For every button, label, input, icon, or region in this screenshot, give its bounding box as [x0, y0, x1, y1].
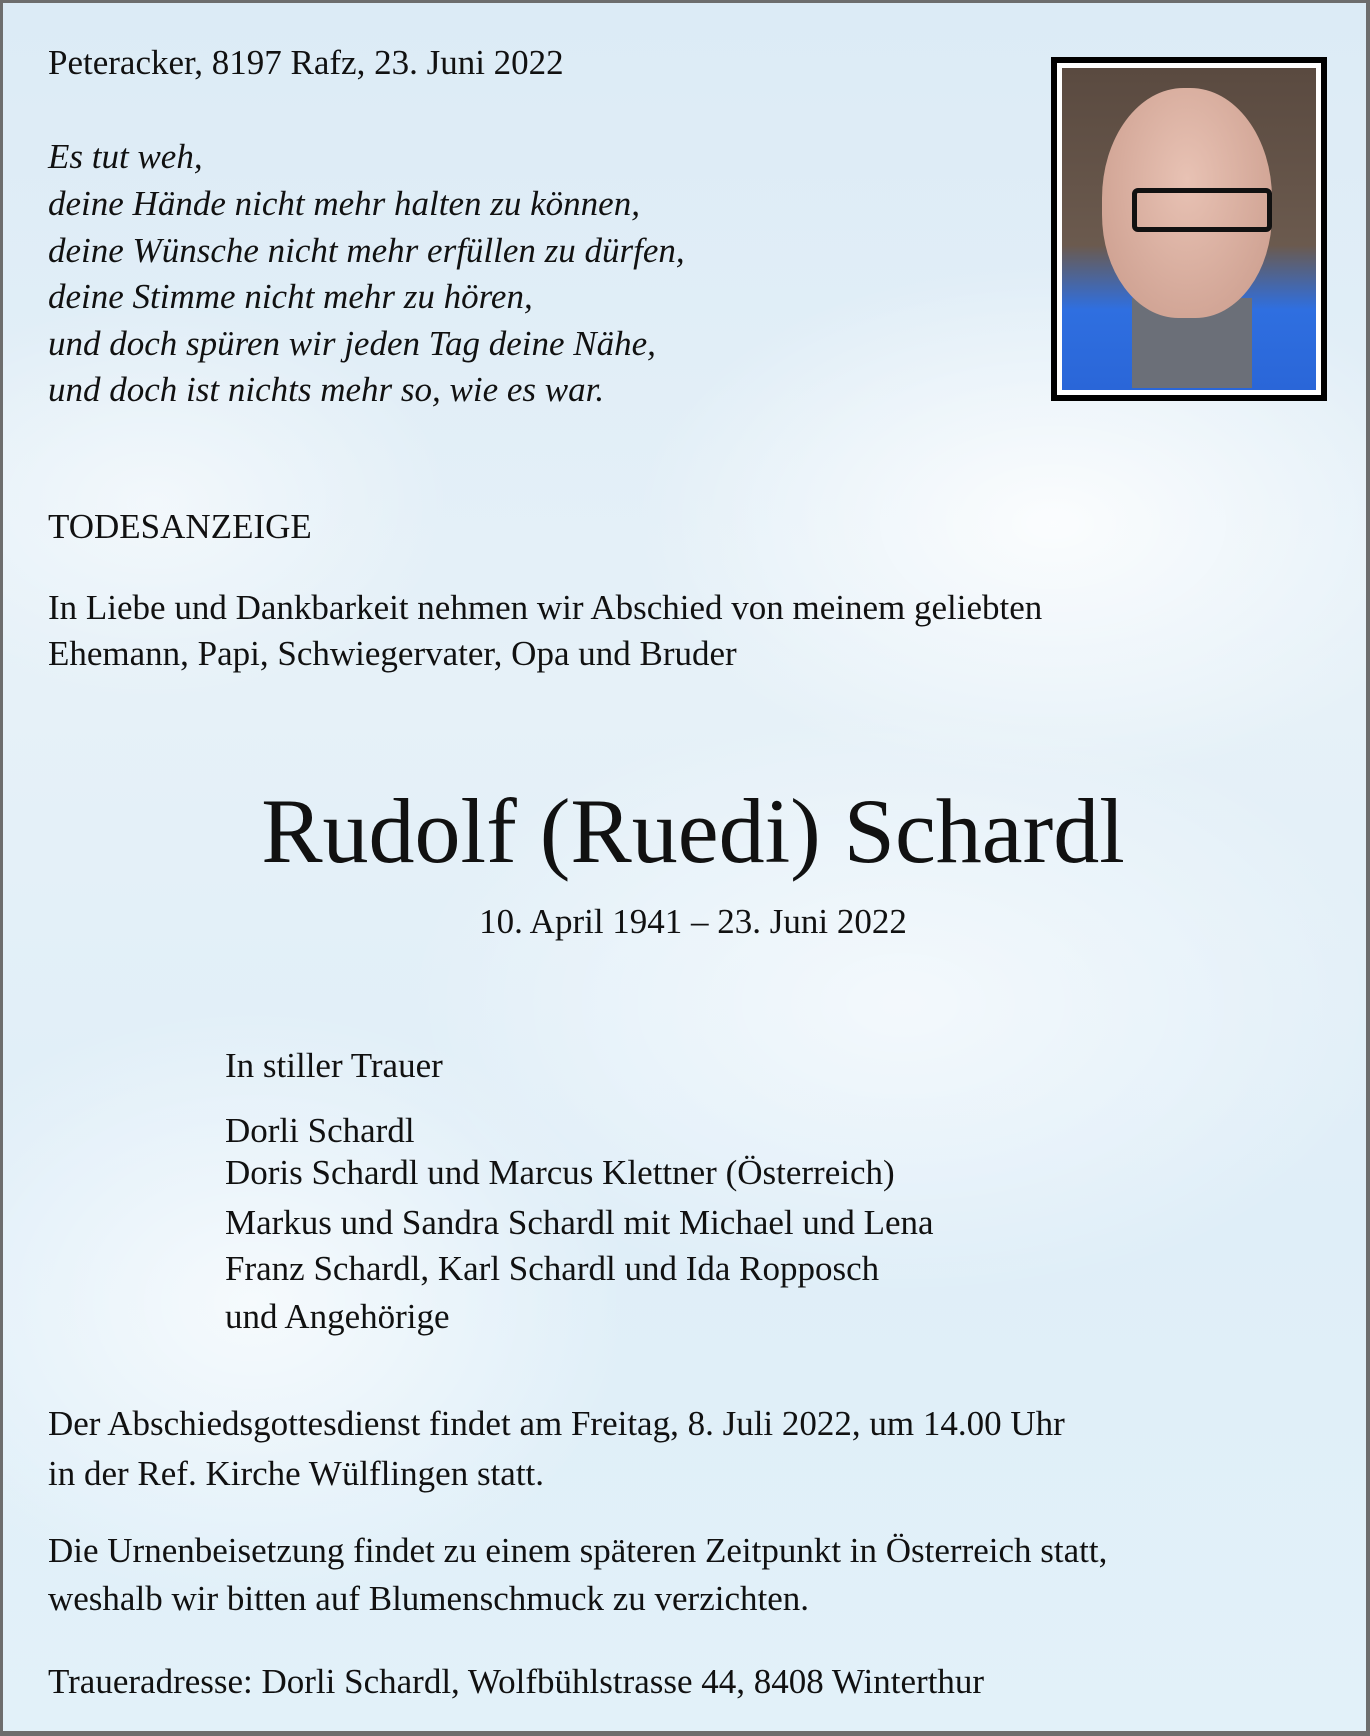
- intro-line: Ehemann, Papi, Schwiegervater, Opa und Bruder: [48, 634, 737, 673]
- deceased-name: Rudolf (Ruedi) Schardl: [261, 780, 1125, 882]
- life-dates: 10. April 1941 – 23. Juni 2022: [479, 902, 907, 941]
- place-date: Peteracker, 8197 Rafz, 23. Juni 2022: [48, 43, 564, 82]
- poem-line: deine Hände nicht mehr halten zu können,: [48, 184, 640, 223]
- burial-line: Die Urnenbeisetzung findet zu einem späteren Zeitpunkt in Österreich statt,: [48, 1531, 1108, 1570]
- portrait-photo: [1051, 57, 1327, 401]
- mourner: Markus und Sandra Schardl mit Michael und Lena: [225, 1203, 934, 1242]
- poem-line: Es tut weh,: [48, 137, 203, 176]
- mourner: und Angehörige: [225, 1297, 450, 1336]
- mourning-address: Traueradresse: Dorli Schardl, Wolfbühlstrasse 44, 8408 Winterthur: [48, 1662, 985, 1701]
- obituary-page: [3, 3, 1366, 1731]
- service-line: Der Abschiedsgottesdienst findet am Freitag, 8. Juli 2022, um 14.00 Uhr: [48, 1404, 1065, 1443]
- mourner: Franz Schardl, Karl Schardl und Ida Ropposch: [225, 1249, 880, 1288]
- heading: TODESANZEIGE: [48, 507, 312, 546]
- poem-line: deine Stimme nicht mehr zu hören,: [48, 277, 533, 316]
- poem-line: und doch ist nichts mehr so, wie es war.: [48, 370, 605, 409]
- burial-line: weshalb wir bitten auf Blumenschmuck zu verzichten.: [48, 1579, 810, 1618]
- poem-line: deine Wünsche nicht mehr erfüllen zu dürfen,: [48, 231, 685, 270]
- poem-line: und doch spüren wir jeden Tag deine Nähe,: [48, 324, 656, 363]
- mourner: Dorli Schardl: [225, 1111, 415, 1150]
- mourner: Doris Schardl und Marcus Klettner (Österreich): [225, 1153, 895, 1192]
- intro-line: In Liebe und Dankbarkeit nehmen wir Abschied von meinem geliebten: [48, 588, 1043, 627]
- mourners-intro: In stiller Trauer: [225, 1046, 443, 1085]
- service-line: in der Ref. Kirche Wülflingen statt.: [48, 1454, 545, 1493]
